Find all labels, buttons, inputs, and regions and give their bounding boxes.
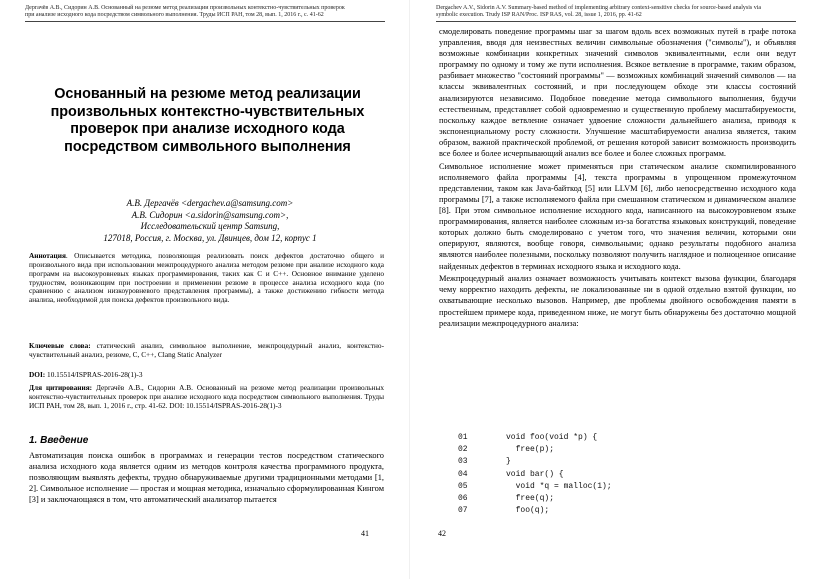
left-running-head: Дергачёв А.В., Сидорин А.В. Основанный на резюме метод реализации произвольных контекстно-чувствительных проверок при анализе исходного кода посредством символьного выполнения. Труды ИСП РАН, том 28, вып. 1, 2016 г., с. 41-62 bbox=[25, 5, 345, 19]
citation bbox=[29, 384, 384, 411]
code-text: } bbox=[506, 457, 511, 467]
address-line: 127018, Россия, г. Москва, ул. Двинцев, дом 12, корпус 1 bbox=[103, 232, 317, 243]
line-number: 03 bbox=[458, 457, 468, 467]
line-number: 04 bbox=[458, 469, 468, 479]
author-line-2: А.В. Сидорин <a.sidorin@samsung.com>, bbox=[131, 209, 289, 220]
code-text: free(q); bbox=[506, 494, 555, 504]
code-line bbox=[458, 481, 758, 493]
citation-text: Дергачёв А.В., Сидорин А.В. Основанный на резюме метод реализации произвольных контекстно-чувствительных проверок при анализе исходного кода посредством символьного выполнения. Труды ИСП РАН, том 28, вып. 1, 2016 г., стр. 41-62. DOI: 10.15514/ISPRAS-2016-28(1)-3 bbox=[29, 383, 385, 410]
code-text: void foo(void *p) { bbox=[506, 433, 598, 442]
author-line-1: А.В. Дергачёв <dergachev.a@samsung.com> bbox=[126, 198, 294, 208]
article-title: Основанный на резюме метод реализации произвольных контекстно-чувствительных проверок при анализе исходного кода посредством символьного выполнения bbox=[50, 86, 365, 155]
line-number: 02 bbox=[458, 445, 468, 455]
keywords-text: статический анализ, символьное выполнение, межпроцедурный анализ, контекстно-чувствительный анализ, резюме, C, C++, Clang Static Analyzer bbox=[29, 341, 384, 359]
code-line bbox=[458, 444, 758, 456]
code-line bbox=[458, 469, 758, 481]
keywords-label: Ключевые слова: bbox=[29, 341, 91, 350]
code-listing bbox=[458, 432, 758, 517]
citation-label: Для цитирования: bbox=[29, 383, 93, 392]
code-line bbox=[458, 456, 758, 468]
code-text: foo(q); bbox=[506, 506, 550, 516]
body-paragraph-3: Межпроцедурный анализ означает возможность учитывать контекст вызова функции, благодаря чему корректно находить дефекты, не локализованные ни в одной отдельно взятой функции, но охватывающие несколько вызовов. Например, две проблемы двойного освобождения памяти в простейшем примере кода, приведенном ниже, не могут быть обнаружены без достаточно мощной реализации межпроцедурного анализа: bbox=[439, 274, 796, 328]
code-line bbox=[458, 432, 758, 444]
keywords bbox=[29, 342, 384, 360]
abstract-label: Аннотация bbox=[29, 251, 66, 260]
abstract-text: . Описывается методика, позволяющая реализовать поиск дефектов достаточно общего и произвольного вида при использовании межпроцедурного анализа методом резюме при анализе исходного кода программ на высокоуровневых языках программирования, таких как C и C++. Основное внимание уделено трудностям, возникающим при построении и применении резюме в процессе анализа исходного кода (по сравнению с анализом низкоуровневого представления программы), а также достижению гибкости метода анализа, необходимой для поиска дефектов произвольного вида. bbox=[29, 251, 384, 305]
doi bbox=[29, 371, 384, 380]
line-number: 07 bbox=[458, 506, 468, 516]
left-running-rule bbox=[25, 21, 385, 22]
affiliation-line: Исследовательский центр Samsung, bbox=[140, 221, 280, 232]
code-line bbox=[458, 493, 758, 505]
section-heading: 1. Введение bbox=[29, 435, 89, 446]
line-number: 01 bbox=[458, 433, 468, 442]
code-text: free(p); bbox=[506, 445, 555, 455]
code-text: void bar() { bbox=[506, 469, 564, 479]
right-running-rule bbox=[436, 21, 796, 22]
author-block bbox=[65, 198, 355, 244]
page-number-right: 42 bbox=[438, 529, 446, 538]
right-running-head: Dergachev A.V., Sidorin A.V. Summary-based method of implementing arbitrary context-sensitive checks for source-based analysis via symbolic execution. Trudy ISP RAN/Proc. ISP RAS, vol. 28, issue 1, 2016, pp. 41-62 bbox=[436, 5, 762, 19]
right-body bbox=[439, 26, 796, 330]
code-line bbox=[458, 505, 758, 517]
body-paragraph-2: Символьное исполнение может применяться при статическом анализе скомпилированного исполняемого файла программы [4], текста программы в упрощенном промежуточном представлении, таком как Java-байткод [5] или LLVM [6], либо непосредственно исходного кода программы [7], а также исполняемого файла при смешанном статическом и динамическом анализе [8]. При этом символьное исполнение исходного кода, написанного на высокоуровневом языке программирования, является наиболее сложным из-за богатства языковых конструкций, поведение которых должно быть смоделировано с учетом того, что значения величин, которыми они оперируют, являются, вообще говоря, символьными; однако результаты подобного анализа являются наиболее полезными, поскольку позволяют получить наглядное и полноценное описание найденных дефектов в терминах исходного языка и исходного кода. bbox=[439, 161, 796, 271]
doi-label: DOI: bbox=[29, 370, 46, 379]
intro-paragraph: Автоматизация поиска ошибок в программах и генерации тестов посредством статического анализа исходного кода является одним из методов контроля качества программного продукта, позволяющим выявлять дефекты, трудно обнаруживаемые другими традиционными методами [1, 2]. Символьное исполнение — простая и мощная методика, изначально сформулированная Кингом [3] и заключающаяся в том, что автоматический анализатор пытается bbox=[29, 451, 384, 505]
page-number-left: 41 bbox=[361, 529, 369, 538]
abstract bbox=[29, 252, 384, 305]
line-number: 06 bbox=[458, 494, 468, 504]
right-page bbox=[410, 0, 820, 579]
doi-text: 10.15514/ISPRAS-2016-28(1)-3 bbox=[45, 370, 143, 379]
body-paragraph-1: смоделировать поведение программы шаг за шагом вдоль всех возможных путей в графе потока управления, вводя для неизвестных величин символьные обозначения ("символы"), и объявляя возможные комбинации конкретных значений символов эквивалентными, если они ведут программу по одному и тому же пути исполнения. Всякое ветвление в программе, таким образом, разбивает множество "состояний программы" — возможных комбинаций значений символов — на классы эквивалентных состояний, и при последующем обходе эти классы состояний анализируются независимо. Подобное поведение метода символьного выполнения, будучи естественным, представляет собой одновременно и существенную проблему масштабируемости, поскольку каждое ветвление означает удвоение сложности дальнейшего анализа, приводя к экспоненциальному росту сложности. Улучшение масштабируемости анализа является, таким образом, важной практической проблемой, от решения которой зависит возможность производить все более и более исчерпывающий анализ все более и более сложных программ. bbox=[439, 27, 796, 159]
code-text: void *q = malloc(1); bbox=[506, 481, 612, 491]
line-number: 05 bbox=[458, 481, 468, 491]
